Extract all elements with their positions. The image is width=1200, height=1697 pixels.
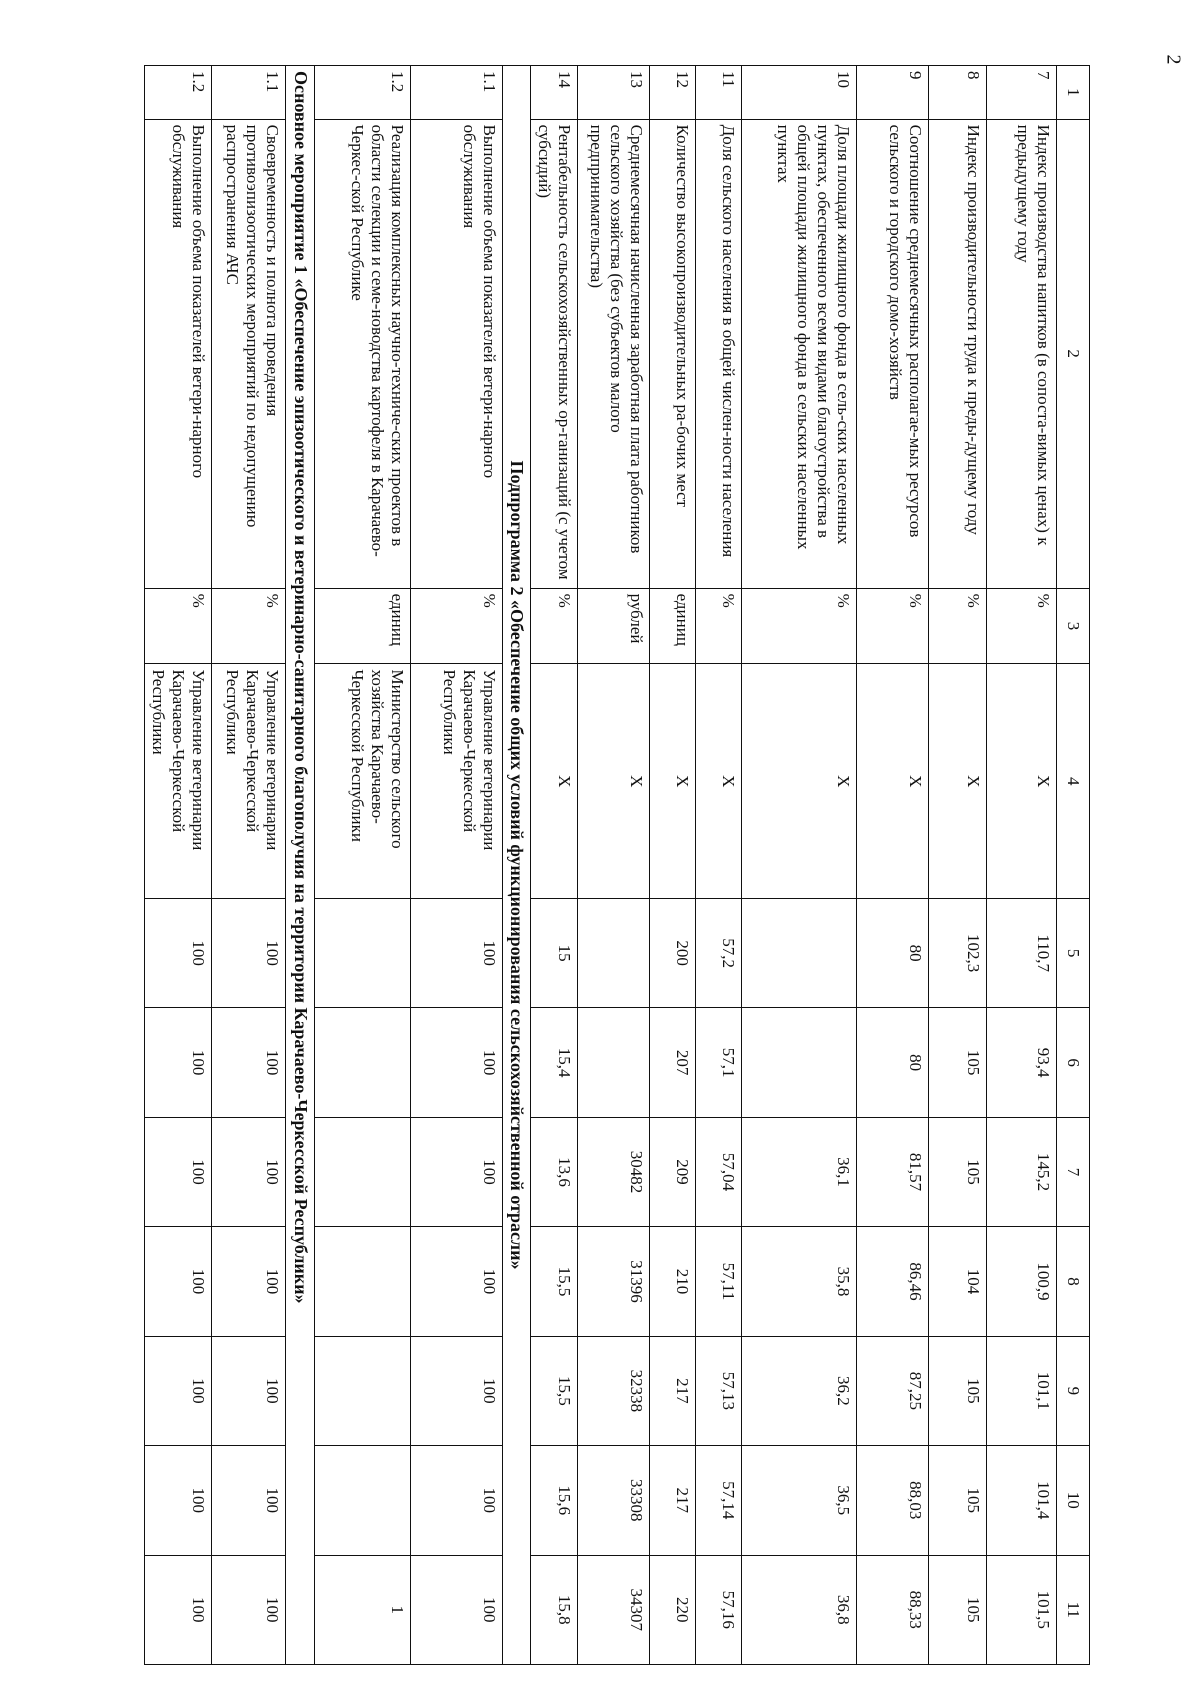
value-cell: 57,11	[696, 1227, 742, 1336]
responsible: Х	[696, 664, 742, 898]
unit: %	[410, 588, 502, 664]
value-cell: 87,25	[857, 1336, 929, 1445]
value-cell: 80	[857, 1008, 929, 1117]
responsible: Министерство сельского хозяйства Карачаево-Черкесской Республики	[314, 664, 410, 898]
value-cell: 100	[145, 1227, 212, 1336]
value-cell: 86,46	[857, 1227, 929, 1336]
value-cell: 110,7	[987, 898, 1057, 1007]
value-cell: 105	[929, 1117, 987, 1226]
table-row	[742, 66, 857, 1665]
header-cell: 8	[1057, 1227, 1090, 1336]
value-cell: 15,6	[530, 1446, 577, 1555]
unit: %	[696, 588, 742, 664]
value-cell	[578, 898, 650, 1007]
indicator-name: Соотношение среднемесячных располагае-мых ресурсов сельского и городского домо-хозяйств	[857, 119, 929, 588]
value-cell: 100	[410, 898, 502, 1007]
value-cell: 217	[650, 1336, 696, 1445]
value-cell: 101,5	[987, 1555, 1057, 1665]
value-cell: 217	[650, 1446, 696, 1555]
header-cell: 9	[1057, 1336, 1090, 1445]
section-title: Основное мероприятие 1 «Обеспечение эпизоотического и ветеринарно-санитарного благополучия на территории Карачаево-Черкесской Республики»	[286, 66, 314, 1665]
indicator-name: Выполнение объема показателей ветери-нарного обслуживания	[410, 119, 502, 588]
page-number: 2	[1162, 54, 1185, 65]
table-row	[530, 66, 577, 1665]
value-cell: 104	[929, 1227, 987, 1336]
value-cell: 30482	[578, 1117, 650, 1226]
table-row	[650, 66, 696, 1665]
value-cell	[742, 898, 857, 1007]
value-cell	[314, 1117, 410, 1226]
value-cell: 105	[929, 1555, 987, 1665]
row-number: 11	[696, 66, 742, 120]
value-cell: 15,5	[530, 1336, 577, 1445]
value-cell: 88,03	[857, 1446, 929, 1555]
value-cell: 209	[650, 1117, 696, 1226]
unit: %	[929, 588, 987, 664]
value-cell: 105	[929, 1008, 987, 1117]
value-cell: 36,5	[742, 1446, 857, 1555]
indicator-name: Своевременность и полнота проведения противоэпизоотических мероприятий по недопущению распространения АЧС	[212, 119, 286, 588]
indicator-name: Реализация комплексных научно-техниче-ских проектов в области селекции и семе-новодства картофеля в Карачаево-Черкес-ской Республике	[314, 119, 410, 588]
value-cell: 100	[212, 1555, 286, 1665]
row-number: 1.2	[145, 66, 212, 120]
value-cell: 100	[145, 1555, 212, 1665]
value-cell: 105	[929, 1336, 987, 1445]
value-cell: 57,1	[696, 1008, 742, 1117]
value-cell: 100	[212, 1227, 286, 1336]
unit: рублей	[578, 588, 650, 664]
value-cell	[314, 1446, 410, 1555]
unit: %	[987, 588, 1057, 664]
value-cell: 101,1	[987, 1336, 1057, 1445]
value-cell: 101,4	[987, 1446, 1057, 1555]
value-cell: 36,8	[742, 1555, 857, 1665]
value-cell: 210	[650, 1227, 696, 1336]
value-cell: 100	[212, 1446, 286, 1555]
responsible: Х	[650, 664, 696, 898]
value-cell: 100	[410, 1336, 502, 1445]
table-row	[929, 66, 987, 1665]
responsible: Х	[742, 664, 857, 898]
value-cell: 57,2	[696, 898, 742, 1007]
value-cell: 15,4	[530, 1008, 577, 1117]
unit: единиц	[314, 588, 410, 664]
value-cell: 100	[410, 1555, 502, 1665]
value-cell: 100	[410, 1008, 502, 1117]
value-cell	[742, 1008, 857, 1117]
responsible: Х	[987, 664, 1057, 898]
rotated-table-container	[100, 65, 1090, 1665]
row-number: 12	[650, 66, 696, 120]
indicators-table	[144, 65, 1090, 1665]
value-cell: 220	[650, 1555, 696, 1665]
table-row	[578, 66, 650, 1665]
value-cell: 57,04	[696, 1117, 742, 1226]
unit: единиц	[650, 588, 696, 664]
value-cell: 93,4	[987, 1008, 1057, 1117]
value-cell: 100	[145, 1008, 212, 1117]
indicator-name: Выполнение объема показателей ветери-нарного обслуживания	[145, 119, 212, 588]
value-cell	[314, 1336, 410, 1445]
table-row	[987, 66, 1057, 1665]
value-cell: 100	[145, 1336, 212, 1445]
value-cell: 100	[212, 1336, 286, 1445]
header-cell: 1	[1057, 66, 1090, 120]
responsible: Управление ветеринарии Карачаево-Черкесской Республики	[145, 664, 212, 898]
header-cell: 4	[1057, 664, 1090, 898]
indicator-name: Индекс производительности труда к преды-дущему году	[929, 119, 987, 588]
value-cell: 36,2	[742, 1336, 857, 1445]
value-cell: 15,8	[530, 1555, 577, 1665]
row-number: 7	[987, 66, 1057, 120]
value-cell: 100	[145, 1446, 212, 1555]
responsible: Х	[929, 664, 987, 898]
responsible: Управление ветеринарии Карачаево-Черкесской Республики	[212, 664, 286, 898]
indicator-name: Среднемесячная начисленная заработная плата работников сельского хозяйства (без субъектов малого предпринимательства)	[578, 119, 650, 588]
value-cell: 100	[410, 1446, 502, 1555]
table-row	[696, 66, 742, 1665]
value-cell: 36,1	[742, 1117, 857, 1226]
value-cell: 33308	[578, 1446, 650, 1555]
value-cell	[314, 898, 410, 1007]
table-row	[145, 66, 212, 1665]
indicator-name: Индекс производства напитков (в сопоста-вимых ценах) к предыдущему году	[987, 119, 1057, 588]
value-cell: 100	[212, 898, 286, 1007]
row-number: 1.2	[314, 66, 410, 120]
value-cell: 88,33	[857, 1555, 929, 1665]
value-cell: 32338	[578, 1336, 650, 1445]
header-cell: 3	[1057, 588, 1090, 664]
header-cell: 10	[1057, 1446, 1090, 1555]
value-cell: 100	[410, 1117, 502, 1226]
section-title: Подпрограмма 2 «Обеспечение общих условий функционирования сельскохозяйственной отрасли»	[502, 66, 530, 1665]
responsible: Х	[578, 664, 650, 898]
section-main-activity-1	[286, 66, 314, 1665]
value-cell: 145,2	[987, 1117, 1057, 1226]
unit: %	[145, 588, 212, 664]
table-row	[857, 66, 929, 1665]
value-cell: 100	[212, 1008, 286, 1117]
header-cell: 2	[1057, 119, 1090, 588]
value-cell: 15,5	[530, 1227, 577, 1336]
value-cell: 100	[212, 1117, 286, 1226]
row-number: 14	[530, 66, 577, 120]
unit: %	[742, 588, 857, 664]
header-cell: 7	[1057, 1117, 1090, 1226]
value-cell	[314, 1227, 410, 1336]
value-cell: 31396	[578, 1227, 650, 1336]
value-cell: 100,9	[987, 1227, 1057, 1336]
table-row	[314, 66, 410, 1665]
value-cell: 100	[145, 1117, 212, 1226]
row-number: 10	[742, 66, 857, 120]
responsible: Х	[530, 664, 577, 898]
responsible: Х	[857, 664, 929, 898]
row-number: 9	[857, 66, 929, 120]
value-cell: 105	[929, 1446, 987, 1555]
header-cell: 5	[1057, 898, 1090, 1007]
unit: %	[530, 588, 577, 664]
value-cell: 13,6	[530, 1117, 577, 1226]
row-number: 1.1	[410, 66, 502, 120]
unit: %	[212, 588, 286, 664]
row-number: 13	[578, 66, 650, 120]
value-cell: 35,8	[742, 1227, 857, 1336]
table-row	[212, 66, 286, 1665]
value-cell: 34307	[578, 1555, 650, 1665]
header-cell: 6	[1057, 1008, 1090, 1117]
value-cell: 100	[145, 898, 212, 1007]
value-cell: 57,16	[696, 1555, 742, 1665]
value-cell: 15	[530, 898, 577, 1007]
value-cell: 80	[857, 898, 929, 1007]
responsible: Управление ветеринарии Карачаево-Черкесской Республики	[410, 664, 502, 898]
indicator-name: Рентабельность сельскохозяйственных ор-ганизаций (с учетом субсидий)	[530, 119, 577, 588]
row-number: 8	[929, 66, 987, 120]
header-row	[1057, 66, 1090, 1665]
header-cell: 11	[1057, 1555, 1090, 1665]
indicator-name: Количество высокопроизводительных ра-бочих мест	[650, 119, 696, 588]
value-cell: 57,13	[696, 1336, 742, 1445]
unit: %	[857, 588, 929, 664]
value-cell: 102,3	[929, 898, 987, 1007]
value-cell: 81,57	[857, 1117, 929, 1226]
value-cell: 1	[314, 1555, 410, 1665]
table-row	[410, 66, 502, 1665]
value-cell: 57,14	[696, 1446, 742, 1555]
value-cell	[314, 1008, 410, 1117]
row-number: 1.1	[212, 66, 286, 120]
value-cell: 100	[410, 1227, 502, 1336]
value-cell: 207	[650, 1008, 696, 1117]
value-cell	[578, 1008, 650, 1117]
indicator-name: Доля площади жилищного фонда в сель-ских населенных пунктах, обеспеченного всеми видами благоустройства в общей площади жилищного фонда в сельских населенных пунктах	[742, 119, 857, 588]
indicator-name: Доля сельского населения в общей числен-ности населения	[696, 119, 742, 588]
section-subprogram-2	[502, 66, 530, 1665]
value-cell: 200	[650, 898, 696, 1007]
